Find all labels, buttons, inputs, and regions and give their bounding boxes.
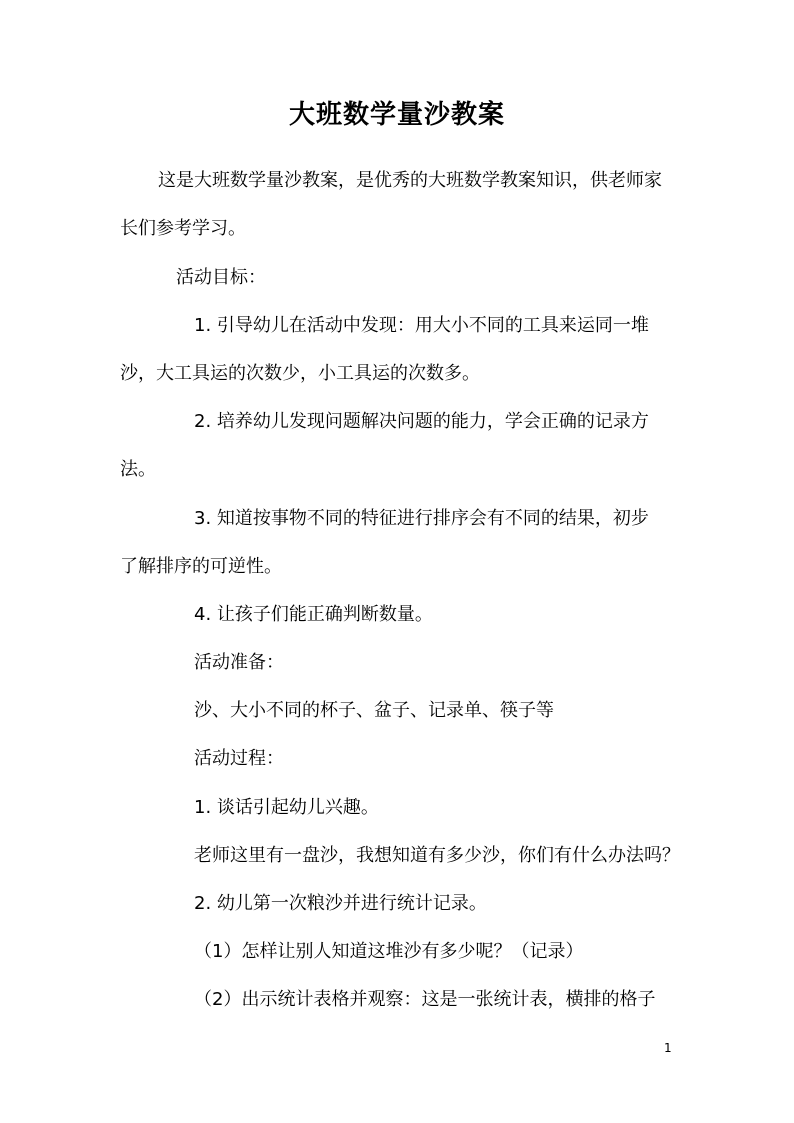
intro-paragraph-line2: 长们参考学习。 — [120, 218, 246, 239]
step-1: 1. 谈话引起幼儿兴趣。 — [194, 797, 379, 818]
goal-1-line1: 1. 引导幼儿在活动中发现：用大小不同的工具来运同一堆 — [194, 315, 649, 336]
prep-heading: 活动准备： — [194, 652, 284, 673]
prep-items: 沙、大小不同的杯子、盆子、记录单、筷子等 — [194, 700, 554, 721]
step-2-sub2: （2）出示统计表格并观察：这是一张统计表，横排的格子 — [194, 989, 656, 1010]
goal-4: 4. 让孩子们能正确判断数量。 — [194, 604, 433, 625]
page-number: 1 — [664, 1041, 672, 1055]
goal-2-line1: 2. 培养幼儿发现问题解决问题的能力，学会正确的记录方 — [194, 411, 649, 432]
document-title: 大班数学量沙教案 — [288, 100, 505, 130]
step-2: 2. 幼儿第一次粮沙并进行统计记录。 — [194, 893, 487, 914]
goal-2-line2: 法。 — [120, 459, 156, 480]
goal-3-line1: 3. 知道按事物不同的特征进行排序会有不同的结果，初步 — [194, 508, 649, 529]
goal-3-line2: 了解排序的可逆性。 — [120, 556, 282, 577]
step-2-sub1: （1）怎样让别人知道这堆沙有多少呢？（记录） — [194, 941, 584, 962]
process-heading: 活动过程： — [194, 748, 284, 769]
goals-heading: 活动目标： — [176, 267, 266, 288]
step-1-text: 老师这里有一盘沙，我想知道有多少沙，你们有什么办法吗？ — [194, 845, 680, 866]
intro-paragraph-line1: 这是大班数学量沙教案，是优秀的大班数学教案知识，供老师家 — [158, 170, 662, 191]
goal-1-line2: 沙，大工具运的次数少，小工具运的次数多。 — [120, 363, 480, 384]
